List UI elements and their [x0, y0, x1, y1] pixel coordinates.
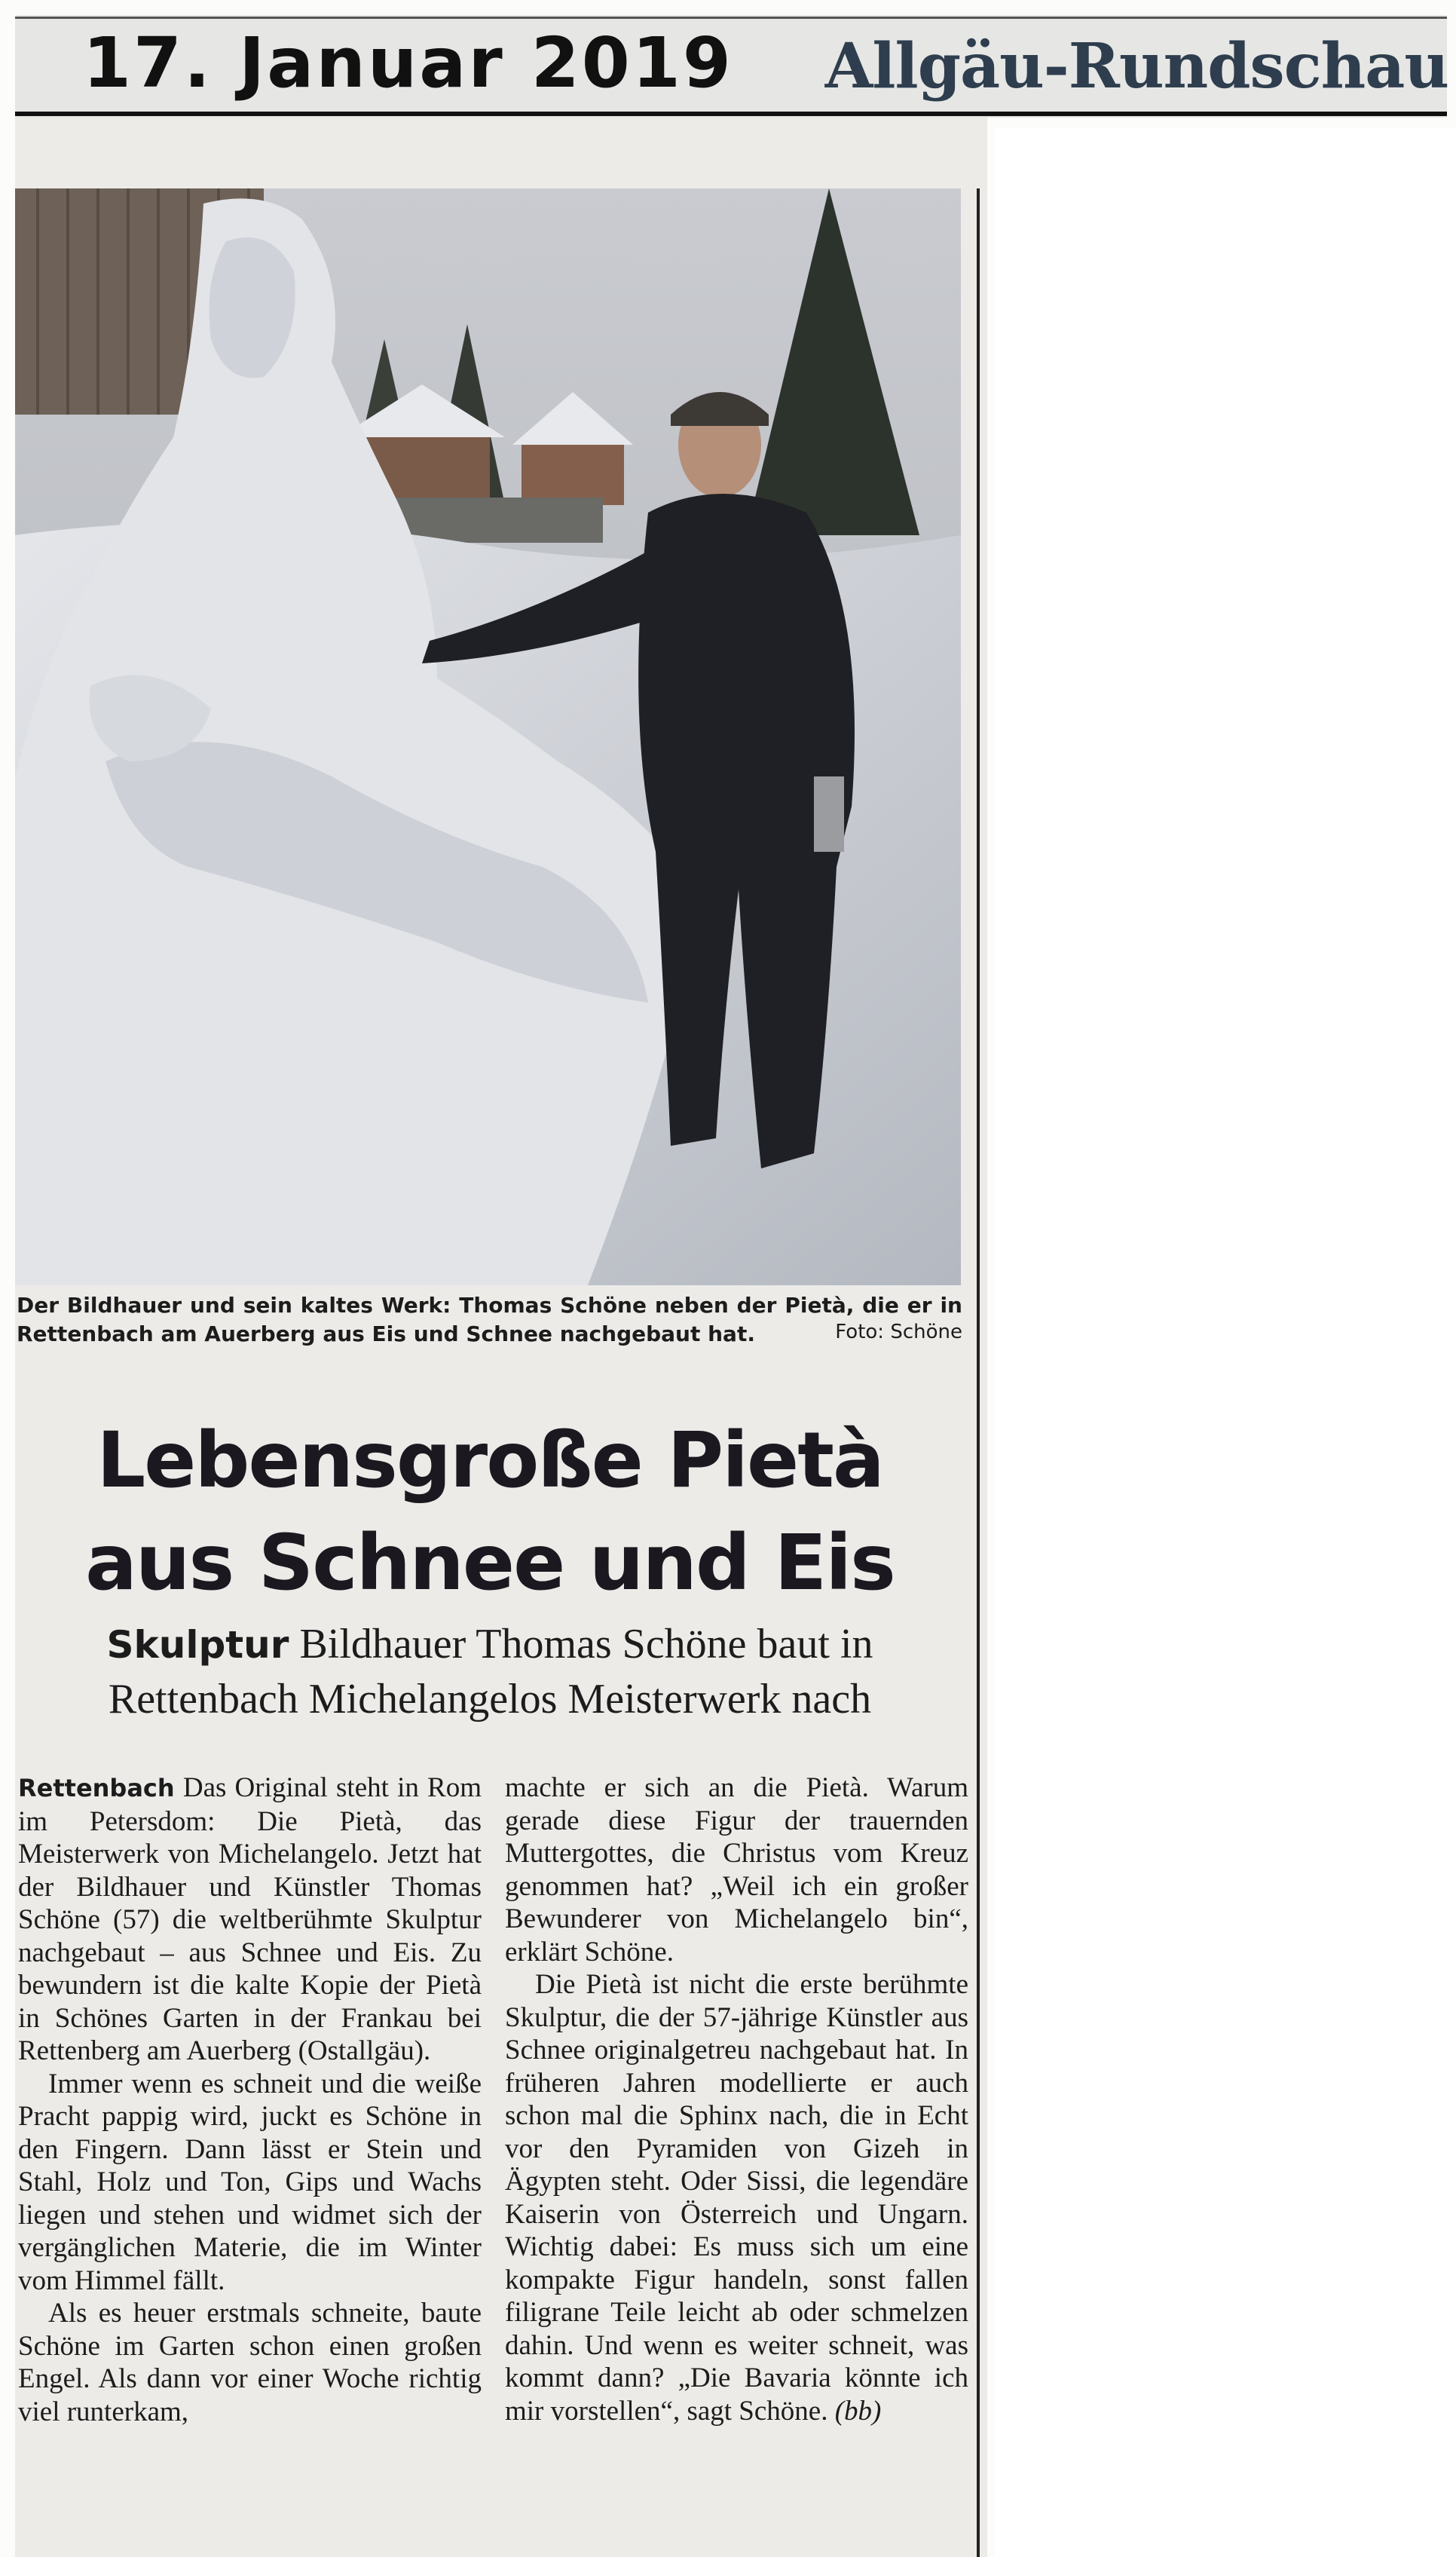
column-rule: [977, 188, 980, 2557]
article-photo: [15, 188, 961, 1285]
headline-line-2: aus Schnee und Eis: [85, 1518, 895, 1608]
paragraph: [505, 1968, 968, 2427]
header-top-rule: [15, 17, 1447, 19]
snow-sculpture-photo: [15, 188, 961, 1285]
dateline: Rettenbach: [18, 1774, 175, 1802]
kicker: Skulptur: [106, 1623, 289, 1667]
header-rule: [15, 112, 1447, 116]
article-headline: [15, 1410, 965, 1615]
headline-line-1: Lebensgroße Pietà: [96, 1416, 883, 1505]
paragraph-text: Die Pietà ist nicht die erste berühmte Skulptur, die der 57-jährige Künstler aus Schnee originalgetreu nachgebaut hat. In früheren Jahren modellierte er auch schon mal die Sphinx nach, die in Echt vor den Pyramiden von Gizeh in Ägypten steht. Oder Sissi, die legendäre Kaiserin von Österreich und Ungarn. Wichtig dabei: Es muss sich um eine kompakte Figur handeln, sonst fallen filigrane Teile leicht ab oder schmelzen dahin. Und wenn es weiter schneit, was kommt dann? „Die Bavaria könnte ich mir vorstellen“, sagt Schöne.: [505, 1969, 968, 2427]
article-subhead: [15, 1617, 965, 1726]
blank-margin: [995, 128, 1456, 2557]
article-column-right: [505, 1772, 968, 2427]
caption-text: Der Bildhauer und sein kaltes Werk: Thomas Schöne neben der Pietà, die er in Rettenbach am Auerberg aus Eis und Schnee nachgebaut hat.: [17, 1293, 962, 1346]
newspaper-name: Allgäu-Rundschau: [824, 30, 1448, 103]
paragraph: Als es heuer erstmals schneite, baute Schöne im Garten schon einen großen Engel. Als dann vor einer Woche richtig viel runterkam,: [18, 2298, 482, 2427]
subhead-text: Bildhauer Thomas Schöne baut in Rettenbach Michelangelos Meisterwerk nach: [108, 1621, 873, 1723]
paragraph: machte er sich an die Pietà. Warum gerade diese Figur der trauernden Muttergottes, die Christus vom Kreuz genommen hat? „Weil ich ein großer Bewunderer von Michelangelo bin“, erklärt Schöne.: [505, 1772, 968, 1968]
paragraph: [18, 1772, 482, 2068]
author-signature: (bb): [834, 2395, 882, 2427]
paragraph-text: Das Original steht in Rom im Petersdom: Die Pietà, das Meisterwerk von Michelangelo. Jetzt hat der Bildhauer und Künstler Thomas Schöne (57) die weltberühmte Skulptur nachgebaut – aus Schnee und Eis. Zu bewundern ist die kalte Kopie der Pietà in Schönes Garten in der Frankau bei Rettenberg am Auerberg (Ostallgäu).: [18, 1772, 482, 2066]
article-column-left: [18, 1772, 482, 2428]
paragraph: Immer wenn es schneit und die weiße Pracht pappig wird, juckt es Schöne in den Fingern. Dann lässt er Stein und Stahl, Holz und Ton, Gips und Wachs liegen und stehen und widmet sich der vergänglichen Materie, die im Winter vom Himmel fällt.: [18, 2068, 482, 2296]
photo-credit: Foto: Schöne: [835, 1321, 962, 1343]
photo-caption: [17, 1291, 962, 1349]
publication-date: 17. Januar 2019: [83, 23, 733, 103]
